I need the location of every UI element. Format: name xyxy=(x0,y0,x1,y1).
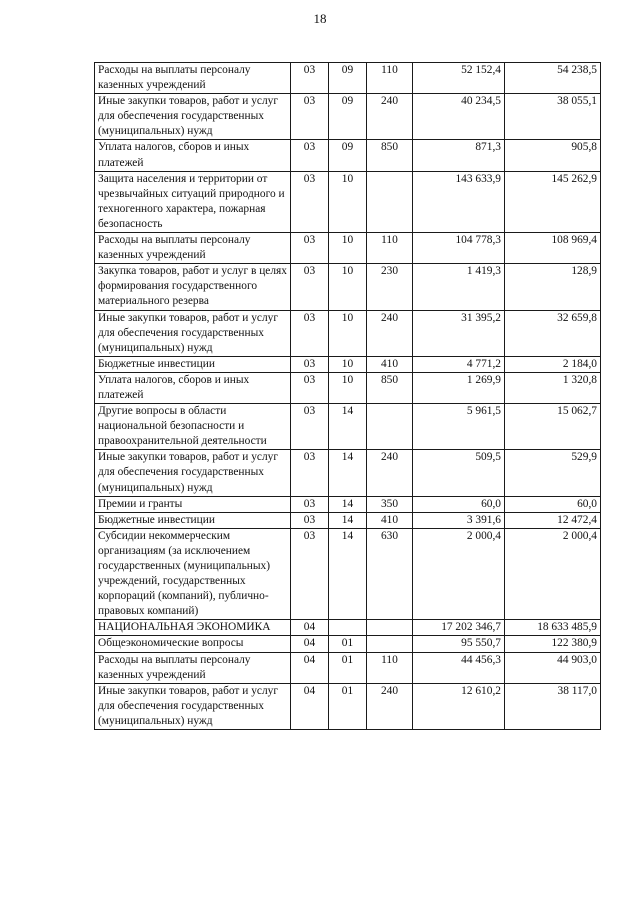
amount-year1-cell: 60,0 xyxy=(413,496,505,512)
amount-year2-cell: 2 000,4 xyxy=(505,528,601,620)
amount-year2-cell: 60,0 xyxy=(505,496,601,512)
amount-year2-cell: 18 633 485,9 xyxy=(505,620,601,636)
amount-year2-cell: 12 472,4 xyxy=(505,512,601,528)
expense-name-cell: Иные закупки товаров, работ и услуг для обеспечения государственных (муниципальных) нужд xyxy=(95,683,291,729)
amount-year2-cell: 122 380,9 xyxy=(505,636,601,652)
table-row xyxy=(95,94,601,140)
amount-year1-cell: 95 550,7 xyxy=(413,636,505,652)
amount-year1-cell: 5 961,5 xyxy=(413,404,505,450)
table-row xyxy=(95,233,601,264)
amount-year1-cell: 1 419,3 xyxy=(413,264,505,310)
subsection-code-cell: 01 xyxy=(329,636,367,652)
expense-type-code-cell: 850 xyxy=(367,372,413,403)
expense-name-cell: Субсидии некоммерческим организациям (за исключением государственных (муниципальных) учреждений, государственных корпораций (компаний), публично-правовых компаний) xyxy=(95,528,291,620)
amount-year1-cell: 4 771,2 xyxy=(413,356,505,372)
table-row xyxy=(95,652,601,683)
page-number: 18 xyxy=(313,11,327,26)
section-code-cell: 03 xyxy=(291,496,329,512)
amount-year1-cell: 44 456,3 xyxy=(413,652,505,683)
amount-year2-cell: 145 262,9 xyxy=(505,171,601,232)
amount-year2-cell: 128,9 xyxy=(505,264,601,310)
amount-year1-cell: 52 152,4 xyxy=(413,63,505,94)
amount-year2-cell: 38 055,1 xyxy=(505,94,601,140)
amount-year1-cell: 871,3 xyxy=(413,140,505,171)
amount-year2-cell: 2 184,0 xyxy=(505,356,601,372)
expense-name-cell: НАЦИОНАЛЬНАЯ ЭКОНОМИКА xyxy=(95,620,291,636)
subsection-code-cell: 09 xyxy=(329,63,367,94)
subsection-code-cell: 10 xyxy=(329,356,367,372)
subsection-code-cell: 01 xyxy=(329,652,367,683)
expense-type-code-cell: 850 xyxy=(367,140,413,171)
expense-type-code-cell: 410 xyxy=(367,356,413,372)
amount-year1-cell: 509,5 xyxy=(413,450,505,496)
expense-type-code-cell: 230 xyxy=(367,264,413,310)
section-code-cell: 03 xyxy=(291,450,329,496)
table-row xyxy=(95,620,601,636)
expense-type-code-cell: 110 xyxy=(367,652,413,683)
amount-year2-cell: 32 659,8 xyxy=(505,310,601,356)
expense-type-code-cell: 350 xyxy=(367,496,413,512)
expense-name-cell: Иные закупки товаров, работ и услуг для обеспечения государственных (муниципальных) нужд xyxy=(95,450,291,496)
amount-year1-cell: 3 391,6 xyxy=(413,512,505,528)
expense-name-cell: Уплата налогов, сборов и иных платежей xyxy=(95,372,291,403)
table-row xyxy=(95,140,601,171)
section-code-cell: 03 xyxy=(291,372,329,403)
expense-name-cell: Общеэкономические вопросы xyxy=(95,636,291,652)
subsection-code-cell xyxy=(329,620,367,636)
expense-type-code-cell xyxy=(367,171,413,232)
section-code-cell: 03 xyxy=(291,171,329,232)
table-row xyxy=(95,636,601,652)
subsection-code-cell: 14 xyxy=(329,528,367,620)
table-row xyxy=(95,171,601,232)
expense-name-cell: Бюджетные инвестиции xyxy=(95,512,291,528)
amount-year2-cell: 905,8 xyxy=(505,140,601,171)
expense-type-code-cell: 110 xyxy=(367,233,413,264)
amount-year1-cell: 31 395,2 xyxy=(413,310,505,356)
section-code-cell: 04 xyxy=(291,636,329,652)
amount-year1-cell: 12 610,2 xyxy=(413,683,505,729)
subsection-code-cell: 10 xyxy=(329,372,367,403)
expense-type-code-cell: 240 xyxy=(367,94,413,140)
subsection-code-cell: 14 xyxy=(329,496,367,512)
table-row xyxy=(95,683,601,729)
expense-name-cell: Иные закупки товаров, работ и услуг для обеспечения государственных (муниципальных) нужд xyxy=(95,94,291,140)
section-code-cell: 03 xyxy=(291,264,329,310)
amount-year2-cell: 54 238,5 xyxy=(505,63,601,94)
subsection-code-cell: 09 xyxy=(329,94,367,140)
amount-year2-cell: 15 062,7 xyxy=(505,404,601,450)
budget-table xyxy=(94,62,601,730)
expense-name-cell: Расходы на выплаты персоналу казенных учреждений xyxy=(95,652,291,683)
amount-year1-cell: 17 202 346,7 xyxy=(413,620,505,636)
expense-type-code-cell xyxy=(367,404,413,450)
expense-name-cell: Другие вопросы в области национальной безопасности и правоохранительной деятельности xyxy=(95,404,291,450)
table-row xyxy=(95,356,601,372)
subsection-code-cell: 10 xyxy=(329,264,367,310)
amount-year1-cell: 2 000,4 xyxy=(413,528,505,620)
amount-year1-cell: 104 778,3 xyxy=(413,233,505,264)
section-code-cell: 03 xyxy=(291,356,329,372)
amount-year2-cell: 529,9 xyxy=(505,450,601,496)
expense-name-cell: Защита населения и территории от чрезвычайных ситуаций природного и техногенного характера, пожарная безопасность xyxy=(95,171,291,232)
expense-name-cell: Закупка товаров, работ и услуг в целях формирования государственного материального резерва xyxy=(95,264,291,310)
table-row xyxy=(95,372,601,403)
expense-type-code-cell xyxy=(367,620,413,636)
table-row xyxy=(95,63,601,94)
expense-type-code-cell: 110 xyxy=(367,63,413,94)
section-code-cell: 03 xyxy=(291,140,329,171)
table-row xyxy=(95,450,601,496)
expense-name-cell: Бюджетные инвестиции xyxy=(95,356,291,372)
expense-type-code-cell xyxy=(367,636,413,652)
section-code-cell: 03 xyxy=(291,404,329,450)
amount-year1-cell: 40 234,5 xyxy=(413,94,505,140)
section-code-cell: 03 xyxy=(291,512,329,528)
subsection-code-cell: 14 xyxy=(329,512,367,528)
table-row xyxy=(95,496,601,512)
amount-year1-cell: 143 633,9 xyxy=(413,171,505,232)
expense-name-cell: Иные закупки товаров, работ и услуг для обеспечения государственных (муниципальных) нужд xyxy=(95,310,291,356)
expense-name-cell: Премии и гранты xyxy=(95,496,291,512)
amount-year2-cell: 44 903,0 xyxy=(505,652,601,683)
section-code-cell: 03 xyxy=(291,63,329,94)
amount-year2-cell: 38 117,0 xyxy=(505,683,601,729)
subsection-code-cell: 14 xyxy=(329,404,367,450)
expense-type-code-cell: 240 xyxy=(367,450,413,496)
table-row xyxy=(95,264,601,310)
expense-type-code-cell: 630 xyxy=(367,528,413,620)
section-code-cell: 04 xyxy=(291,620,329,636)
table-row xyxy=(95,404,601,450)
expense-name-cell: Расходы на выплаты персоналу казенных учреждений xyxy=(95,233,291,264)
subsection-code-cell: 14 xyxy=(329,450,367,496)
subsection-code-cell: 10 xyxy=(329,233,367,264)
expense-type-code-cell: 240 xyxy=(367,310,413,356)
section-code-cell: 03 xyxy=(291,528,329,620)
expense-type-code-cell: 240 xyxy=(367,683,413,729)
section-code-cell: 03 xyxy=(291,94,329,140)
amount-year2-cell: 1 320,8 xyxy=(505,372,601,403)
expense-name-cell: Уплата налогов, сборов и иных платежей xyxy=(95,140,291,171)
subsection-code-cell: 01 xyxy=(329,683,367,729)
subsection-code-cell: 10 xyxy=(329,310,367,356)
expense-name-cell: Расходы на выплаты персоналу казенных учреждений xyxy=(95,63,291,94)
amount-year1-cell: 1 269,9 xyxy=(413,372,505,403)
table-row xyxy=(95,512,601,528)
table-row xyxy=(95,310,601,356)
amount-year2-cell: 108 969,4 xyxy=(505,233,601,264)
section-code-cell: 04 xyxy=(291,683,329,729)
table-row xyxy=(95,528,601,620)
section-code-cell: 04 xyxy=(291,652,329,683)
section-code-cell: 03 xyxy=(291,310,329,356)
subsection-code-cell: 09 xyxy=(329,140,367,171)
section-code-cell: 03 xyxy=(291,233,329,264)
subsection-code-cell: 10 xyxy=(329,171,367,232)
table-body xyxy=(95,63,601,730)
expense-type-code-cell: 410 xyxy=(367,512,413,528)
